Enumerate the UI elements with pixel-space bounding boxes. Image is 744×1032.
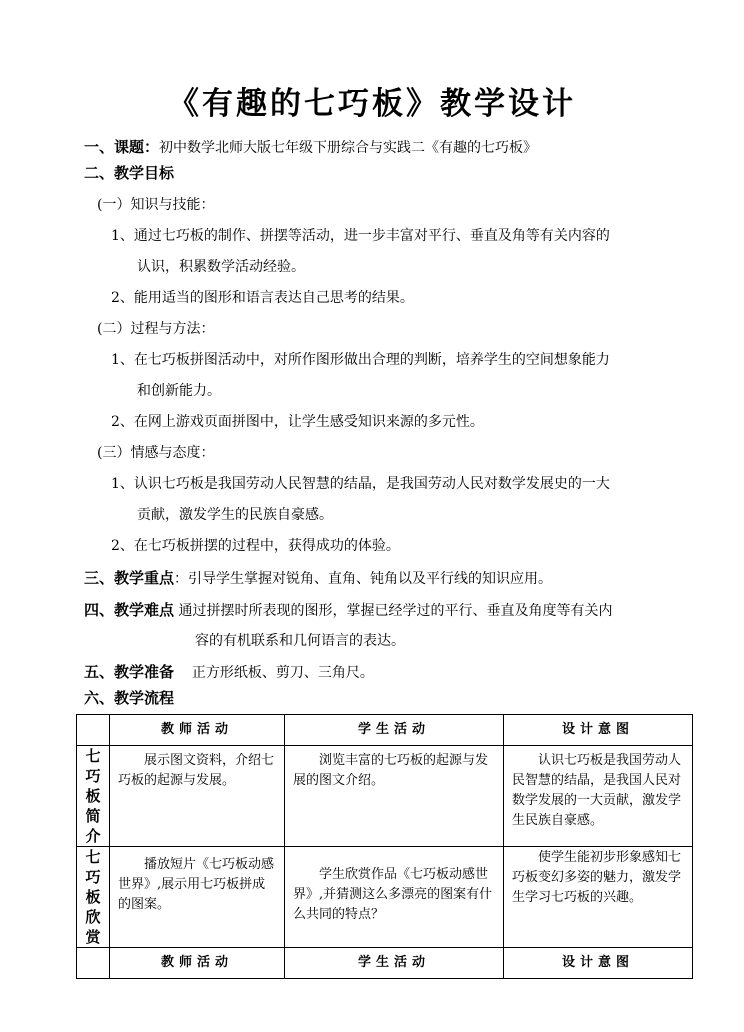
section-topic-text: 初中数学北师大版七年级下册综合与实践二《有趣的七巧板》 — [159, 140, 538, 156]
section-procedure-label: 六、教学流程 — [84, 689, 175, 707]
section-key-points-text: ：引导学生掌握对锐角、直角、钝角以及平行线的知识应用。 — [174, 571, 553, 587]
section-key-points-label: 三、教学重点 — [84, 569, 175, 587]
objective-group-2-heading: (二）过程与方法： — [97, 321, 215, 337]
header-intent: 设计意图 — [504, 715, 693, 746]
row-student-activity: 学生欣赏作品《七巧板动感世界》,并猜测这么多漂亮的图案有什么共同的特点？ — [285, 847, 504, 948]
header-student: 学生活动 — [285, 715, 504, 746]
objective-group-3-heading: (三）情感与态度： — [97, 445, 215, 461]
section-topic-label: 一、课题： — [84, 138, 160, 156]
section-preparation-text: 正方形纸板、剪刀、三角尺。 — [191, 665, 374, 681]
objective-2-1-line-a: 1、在七巧板拼图活动中，对所作图形做出合理的判断，培养学生的空间想象能力 — [111, 352, 610, 368]
objective-2-2: 2、在网上游戏页面拼图中，让学生感受知识来源的多元性。 — [111, 414, 484, 430]
table-corner-cell — [77, 948, 110, 979]
objective-group-1-heading: (一）知识与技能： — [97, 197, 215, 213]
header-teacher: 教师活动 — [110, 948, 285, 979]
table-row — [77, 746, 693, 847]
section-key-points — [84, 568, 552, 589]
objective-2-1-line-b: 和创新能力。 — [137, 383, 221, 399]
table-header-row-repeat — [77, 948, 693, 979]
table-row — [77, 847, 693, 948]
section-difficulties-label: 四、教学难点 — [84, 601, 175, 619]
header-teacher: 教师活动 — [110, 715, 285, 746]
row-teacher-activity: 播放短片《七巧板动感世界》,展示用七巧板拼成的图案。 — [110, 847, 285, 948]
header-student: 学生活动 — [285, 948, 504, 979]
section-difficulties-text-a: 通过拼摆时所表现的图形，掌握已经学过的平行、垂直及角度等有关内 — [178, 603, 613, 619]
objective-3-2: 2、在七巧板拼摆的过程中，获得成功的体验。 — [111, 538, 400, 554]
objective-1-2: 2、能用适当的图形和语言表达自己思考的结果。 — [111, 290, 414, 306]
row-student-activity: 浏览丰富的七巧板的起源与发展的图文介绍。 — [285, 746, 504, 847]
section-preparation-label: 五、教学准备 — [84, 663, 175, 681]
procedure-table — [76, 714, 693, 979]
section-difficulties-text-b: 容的有机联系和几何语言的表达。 — [195, 633, 405, 649]
objective-1-1-line-b: 认识，积累数学活动经验。 — [137, 259, 305, 275]
objective-3-1-line-b: 贡献，激发学生的民族自豪感。 — [137, 507, 333, 523]
section-difficulties — [84, 600, 612, 621]
table-header-row — [77, 715, 693, 746]
section-topic — [84, 137, 537, 158]
objective-3-1-line-a: 1、认识七巧板是我国劳动人民智慧的结晶，是我国劳动人民对数学发展史的一大 — [111, 476, 610, 492]
section-preparation — [84, 662, 374, 683]
row-stage-label: 七巧板欣赏 — [77, 847, 110, 948]
table-corner-cell — [77, 715, 110, 746]
row-design-intent: 认识七巧板是我国劳动人民智慧的结晶，是我国人民对数学发展的一大贡献，激发学生民族自豪感。 — [504, 746, 693, 847]
row-teacher-activity: 展示图文资料，介绍七巧板的起源与发展。 — [110, 746, 285, 847]
document-title: 《有趣的七巧板》教学设计 — [168, 86, 576, 122]
section-objectives-label: 二、教学目标 — [84, 164, 175, 182]
row-stage-label: 七巧板简介 — [77, 746, 110, 847]
row-design-intent: 使学生能初步形象感知七巧板变幻多姿的魅力，激发学生学习七巧板的兴趣。 — [504, 847, 693, 948]
objective-1-1-line-a: 1、通过七巧板的制作、拼摆等活动，进一步丰富对平行、垂直及角等有关内容的 — [111, 228, 610, 244]
header-intent: 设计意图 — [504, 948, 693, 979]
